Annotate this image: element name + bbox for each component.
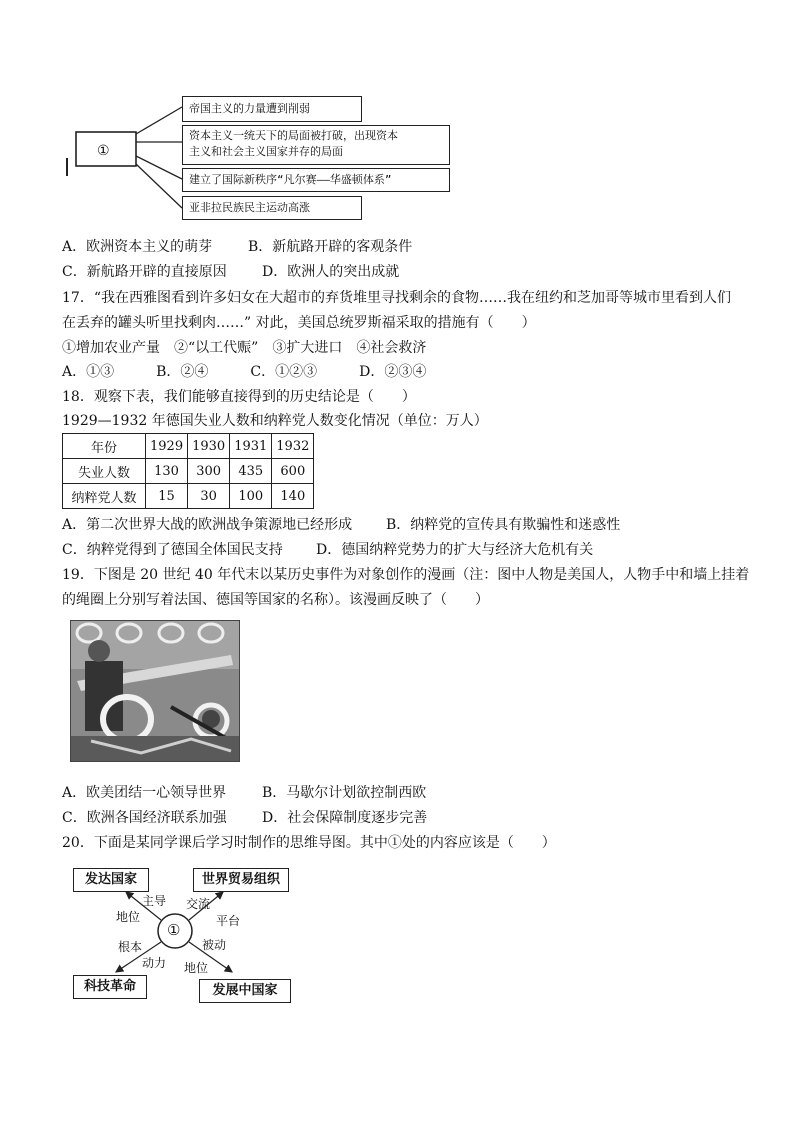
q18-option-c[interactable]: C．纳粹党得到了德国全体国民支持 xyxy=(62,542,283,558)
q16-option-a[interactable]: A．欧洲资本主义的萌芽 xyxy=(62,239,213,255)
node-tech-revolution: 科技革命 xyxy=(73,975,147,999)
q17-stem-line2: 在丢弃的罐头听里找剩肉……” 对此，美国总统罗斯福采取的措施有（ ） xyxy=(62,315,536,331)
label-beidong: 被动 xyxy=(202,938,227,952)
cartoon-drawing xyxy=(71,621,239,761)
table-cell: 15 xyxy=(146,484,188,509)
q17-items: ①增加农业产量 ②“以工代赈” ③扩大进口 ④社会救济 xyxy=(62,340,427,356)
header-cell: 1931 xyxy=(230,434,272,459)
table-cell: 30 xyxy=(188,484,230,509)
table-cell: 600 xyxy=(272,459,314,484)
header-cell: 1929 xyxy=(146,434,188,459)
q16-branch-2-line2: 主义和社会主义国家并存的局面 xyxy=(189,145,343,158)
label-dongli: 动力 xyxy=(142,956,167,970)
label-zhudao: 主导 xyxy=(142,894,167,908)
label-pingtai: 平台 xyxy=(216,914,241,928)
node-developing-countries: 发展中国家 xyxy=(199,979,291,1003)
table-row xyxy=(63,484,314,509)
q16-branch-3-text: 建立了国际新秩序“凡尔赛——华盛顿体系” xyxy=(189,173,392,186)
q16-branch-4-text: 亚非拉民族民主运动高涨 xyxy=(189,201,310,214)
header-cell: 1932 xyxy=(272,434,314,459)
q19-option-d[interactable]: D．社会保障制度逐步完善 xyxy=(262,810,428,826)
label-genben: 根本 xyxy=(118,940,143,954)
label-diwei-2: 地位 xyxy=(184,961,209,975)
table-cell: 435 xyxy=(230,459,272,484)
q18-option-d[interactable]: D．德国纳粹党势力的扩大与经济大危机有关 xyxy=(316,542,594,558)
q17-stem-line1: 17．“我在西雅图看到许多妇女在大超市的弃货堆里寻找剩余的食物……我在纽约和芝加哥等城市里看到人们 xyxy=(62,290,731,306)
q16-option-b[interactable]: B．新航路开辟的客观条件 xyxy=(248,239,413,255)
q16-option-c[interactable]: C．新航路开辟的直接原因 xyxy=(62,264,227,280)
q20-stem: 20．下面是某同学课后学习时制作的思维导图。其中①处的内容应该是（ ） xyxy=(62,835,556,851)
q16-branch-2 xyxy=(182,125,450,165)
q18-table-caption: 1929—1932 年德国失业人数和纳粹党人数变化情况（单位：万人） xyxy=(62,413,488,429)
header-cell: 1930 xyxy=(188,434,230,459)
q16-center-circle: ① xyxy=(97,143,110,159)
node-wto: 世界贸易组织 xyxy=(193,868,289,892)
label-jiaoliu: 交流 xyxy=(186,897,211,911)
q20-center-circle: ① xyxy=(167,921,181,939)
label-diwei-1: 地位 xyxy=(116,910,141,924)
table-cell: 纳粹党人数 xyxy=(63,484,146,509)
q18-option-b[interactable]: B．纳粹党的宣传具有欺骗性和迷惑性 xyxy=(386,517,621,533)
q19-stem-line1: 19．下图是 20 世纪 40 年代末以某历史事件为对象创作的漫画（注：图中人物是美国人，人物手中和墙上挂着 xyxy=(62,567,750,583)
table-header-row xyxy=(63,434,314,459)
table-cell: 140 xyxy=(272,484,314,509)
q19-stem-line2: 的绳圈上分别写着法国、德国等国家的名称）。该漫画反映了（ ） xyxy=(62,592,489,608)
q16-branch-2-line1: 资本主义一统天下的局面被打破，出现资本 xyxy=(189,129,398,142)
table-cell: 300 xyxy=(188,459,230,484)
header-cell: 年份 xyxy=(63,434,146,459)
q16-branch-3 xyxy=(182,168,450,192)
q19-option-b[interactable]: B．马歇尔计划欲控制西欧 xyxy=(262,785,427,801)
table-cell: 130 xyxy=(146,459,188,484)
q18-option-a[interactable]: A．第二次世界大战的欧洲战争策源地已经形成 xyxy=(62,517,353,533)
table-cell: 失业人数 xyxy=(63,459,146,484)
q16-branch-1-text: 帝国主义的力量遭到削弱 xyxy=(189,102,310,115)
cartoon-image xyxy=(70,620,240,762)
node-developed-countries: 发达国家 xyxy=(73,868,149,892)
q19-option-a[interactable]: A．欧美团结一心领导世界 xyxy=(62,785,227,801)
q16-branch-1 xyxy=(182,96,362,122)
q18-stem: 18．观察下表，我们能够直接得到的历史结论是（ ） xyxy=(62,389,416,405)
q17-options[interactable]: A．①③ B．②④ C．①②③ D．②③④ xyxy=(62,364,427,380)
q16-branch-4 xyxy=(182,196,362,220)
table-row xyxy=(63,459,314,484)
q18-data-table xyxy=(62,433,314,509)
q19-option-c[interactable]: C．欧洲各国经济联系加强 xyxy=(62,810,227,826)
table-cell: 100 xyxy=(230,484,272,509)
q16-option-d[interactable]: D．欧洲人的突出成就 xyxy=(262,264,400,280)
